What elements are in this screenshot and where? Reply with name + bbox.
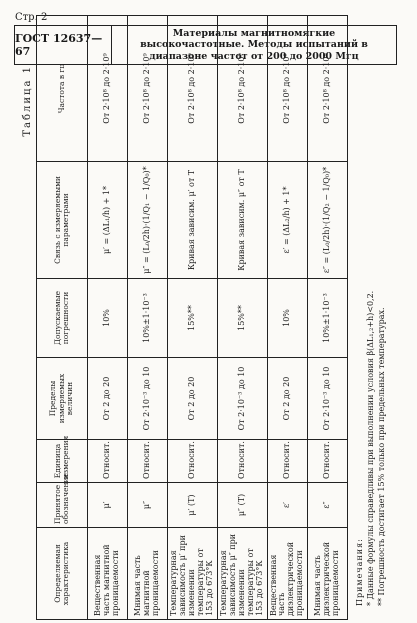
cell-relation: μ″ = (L₀/2h)·(1/Q₁ − 1/Q₀)* (128, 162, 168, 279)
cell-limits: От 2 до 20 (168, 358, 218, 440)
cell-frequency: От 2·10⁸ до 2·10⁹ (168, 16, 218, 162)
cell-error: 10%±1·10⁻³ (308, 279, 348, 358)
cell-relation: μ′ = (ΔL₁/h) + 1* (88, 162, 128, 279)
notes-title: Примечания: (355, 538, 365, 606)
cell-unit: Относит. (128, 440, 168, 483)
cell-error: 10%±1·10⁻³ (128, 279, 168, 358)
table-row (267, 16, 308, 620)
cell-characteristic: Вещественная часть диэлектрической проницаемости (267, 528, 308, 620)
cell-characteristic: Мнимая часть магнитной проницаемости (128, 528, 168, 620)
cell-unit: Относит. (308, 440, 348, 483)
cell-characteristic: Вещественная часть магнитной проницаемости (88, 528, 128, 620)
header-characteristic: Определяемая характеристика (37, 528, 88, 620)
header-frequency: Частота в гц (37, 16, 88, 162)
rotated-table-block (22, 53, 397, 620)
note-item: * Данные формулы справедливы при выполнении условия β(ΔL₁,₂+h)<0,2. (366, 290, 376, 606)
header-unit: Единица измерения (37, 440, 88, 483)
cell-characteristic: Мнимая часть диэлектрической проницаемости (308, 528, 348, 620)
standard-code: ГОСТ 12637—67 (15, 26, 112, 64)
cell-characteristic: Температурная зависимость μ′ при изменении температуры от 153 до 673°К (168, 528, 218, 620)
cell-error: 10% (267, 279, 308, 358)
cell-symbol: ε″ (308, 483, 348, 528)
parameters-table (36, 15, 348, 620)
cell-symbol: μ′ (T) (168, 483, 218, 528)
cell-frequency: От 2·10⁸ до 2·10⁹ (217, 16, 267, 162)
cell-symbol: μ″ (T) (217, 483, 267, 528)
cell-relation: Кривая зависим. μ′ от T (168, 162, 218, 279)
cell-symbol: ε′ (267, 483, 308, 528)
header-limits: Пределы измеряемых величин (37, 358, 88, 440)
cell-unit: Относит. (267, 440, 308, 483)
table-row (168, 16, 218, 620)
cell-relation: ε′ = (ΔL₂/h) + 1* (267, 162, 308, 279)
cell-limits: От 2 до 20 (88, 358, 128, 440)
cell-error: 15%** (217, 279, 267, 358)
table-header-row (37, 16, 88, 620)
cell-relation: ε″ = (L₀/2h)·(1/Q₂ − 1/Q₀)* (308, 162, 348, 279)
page-number: Стр. 2 (15, 12, 48, 23)
cell-limits: От 2·10⁻³ до 10 (308, 358, 348, 440)
table-row (88, 16, 128, 620)
cell-error: 10% (88, 279, 128, 358)
cell-unit: Относит. (168, 440, 218, 483)
cell-limits: От 2 до 20 (267, 358, 308, 440)
header-symbol: Принятое обозначение (37, 483, 88, 528)
header-relation: Связь с измеряемыми параметрами (37, 162, 88, 279)
cell-frequency: От 2·10⁸ до 2·10⁹ (267, 16, 308, 162)
table-label: Таблица 1 (22, 65, 33, 137)
table-row (308, 16, 348, 620)
cell-frequency: От 2·10⁸ до 2·10⁹ (308, 16, 348, 162)
cell-frequency: От 2·10⁸ до 2·10⁹ (88, 16, 128, 162)
cell-characteristic: Температурная зависимость μ″ при изменении температуры от 153 до 673°К (217, 528, 267, 620)
note-item: ** Погрешность достигает 15% только при предельных температурах. (376, 307, 386, 606)
cell-error: 15%** (168, 279, 218, 358)
cell-limits: От 2·10⁻³ до 10 (217, 358, 267, 440)
table-row (217, 16, 267, 620)
cell-relation: Кривая зависим. μ″ от T (217, 162, 267, 279)
header-error: Допускаемые погрешности (37, 279, 88, 358)
cell-limits: От 2·10⁻³ до 10 (128, 358, 168, 440)
notes (355, 65, 387, 620)
cell-unit: Относит. (217, 440, 267, 483)
table-row (128, 16, 168, 620)
cell-symbol: μ′ (88, 483, 128, 528)
cell-unit: Относит. (88, 440, 128, 483)
cell-symbol: μ″ (128, 483, 168, 528)
document-title: Материалы магнитномягкие высокочастотные. Методы испытаний в диапазоне частот от 200 до 2000 Мгц (140, 27, 368, 62)
cell-frequency: От 2·10⁸ до 2·10⁹ (128, 16, 168, 162)
